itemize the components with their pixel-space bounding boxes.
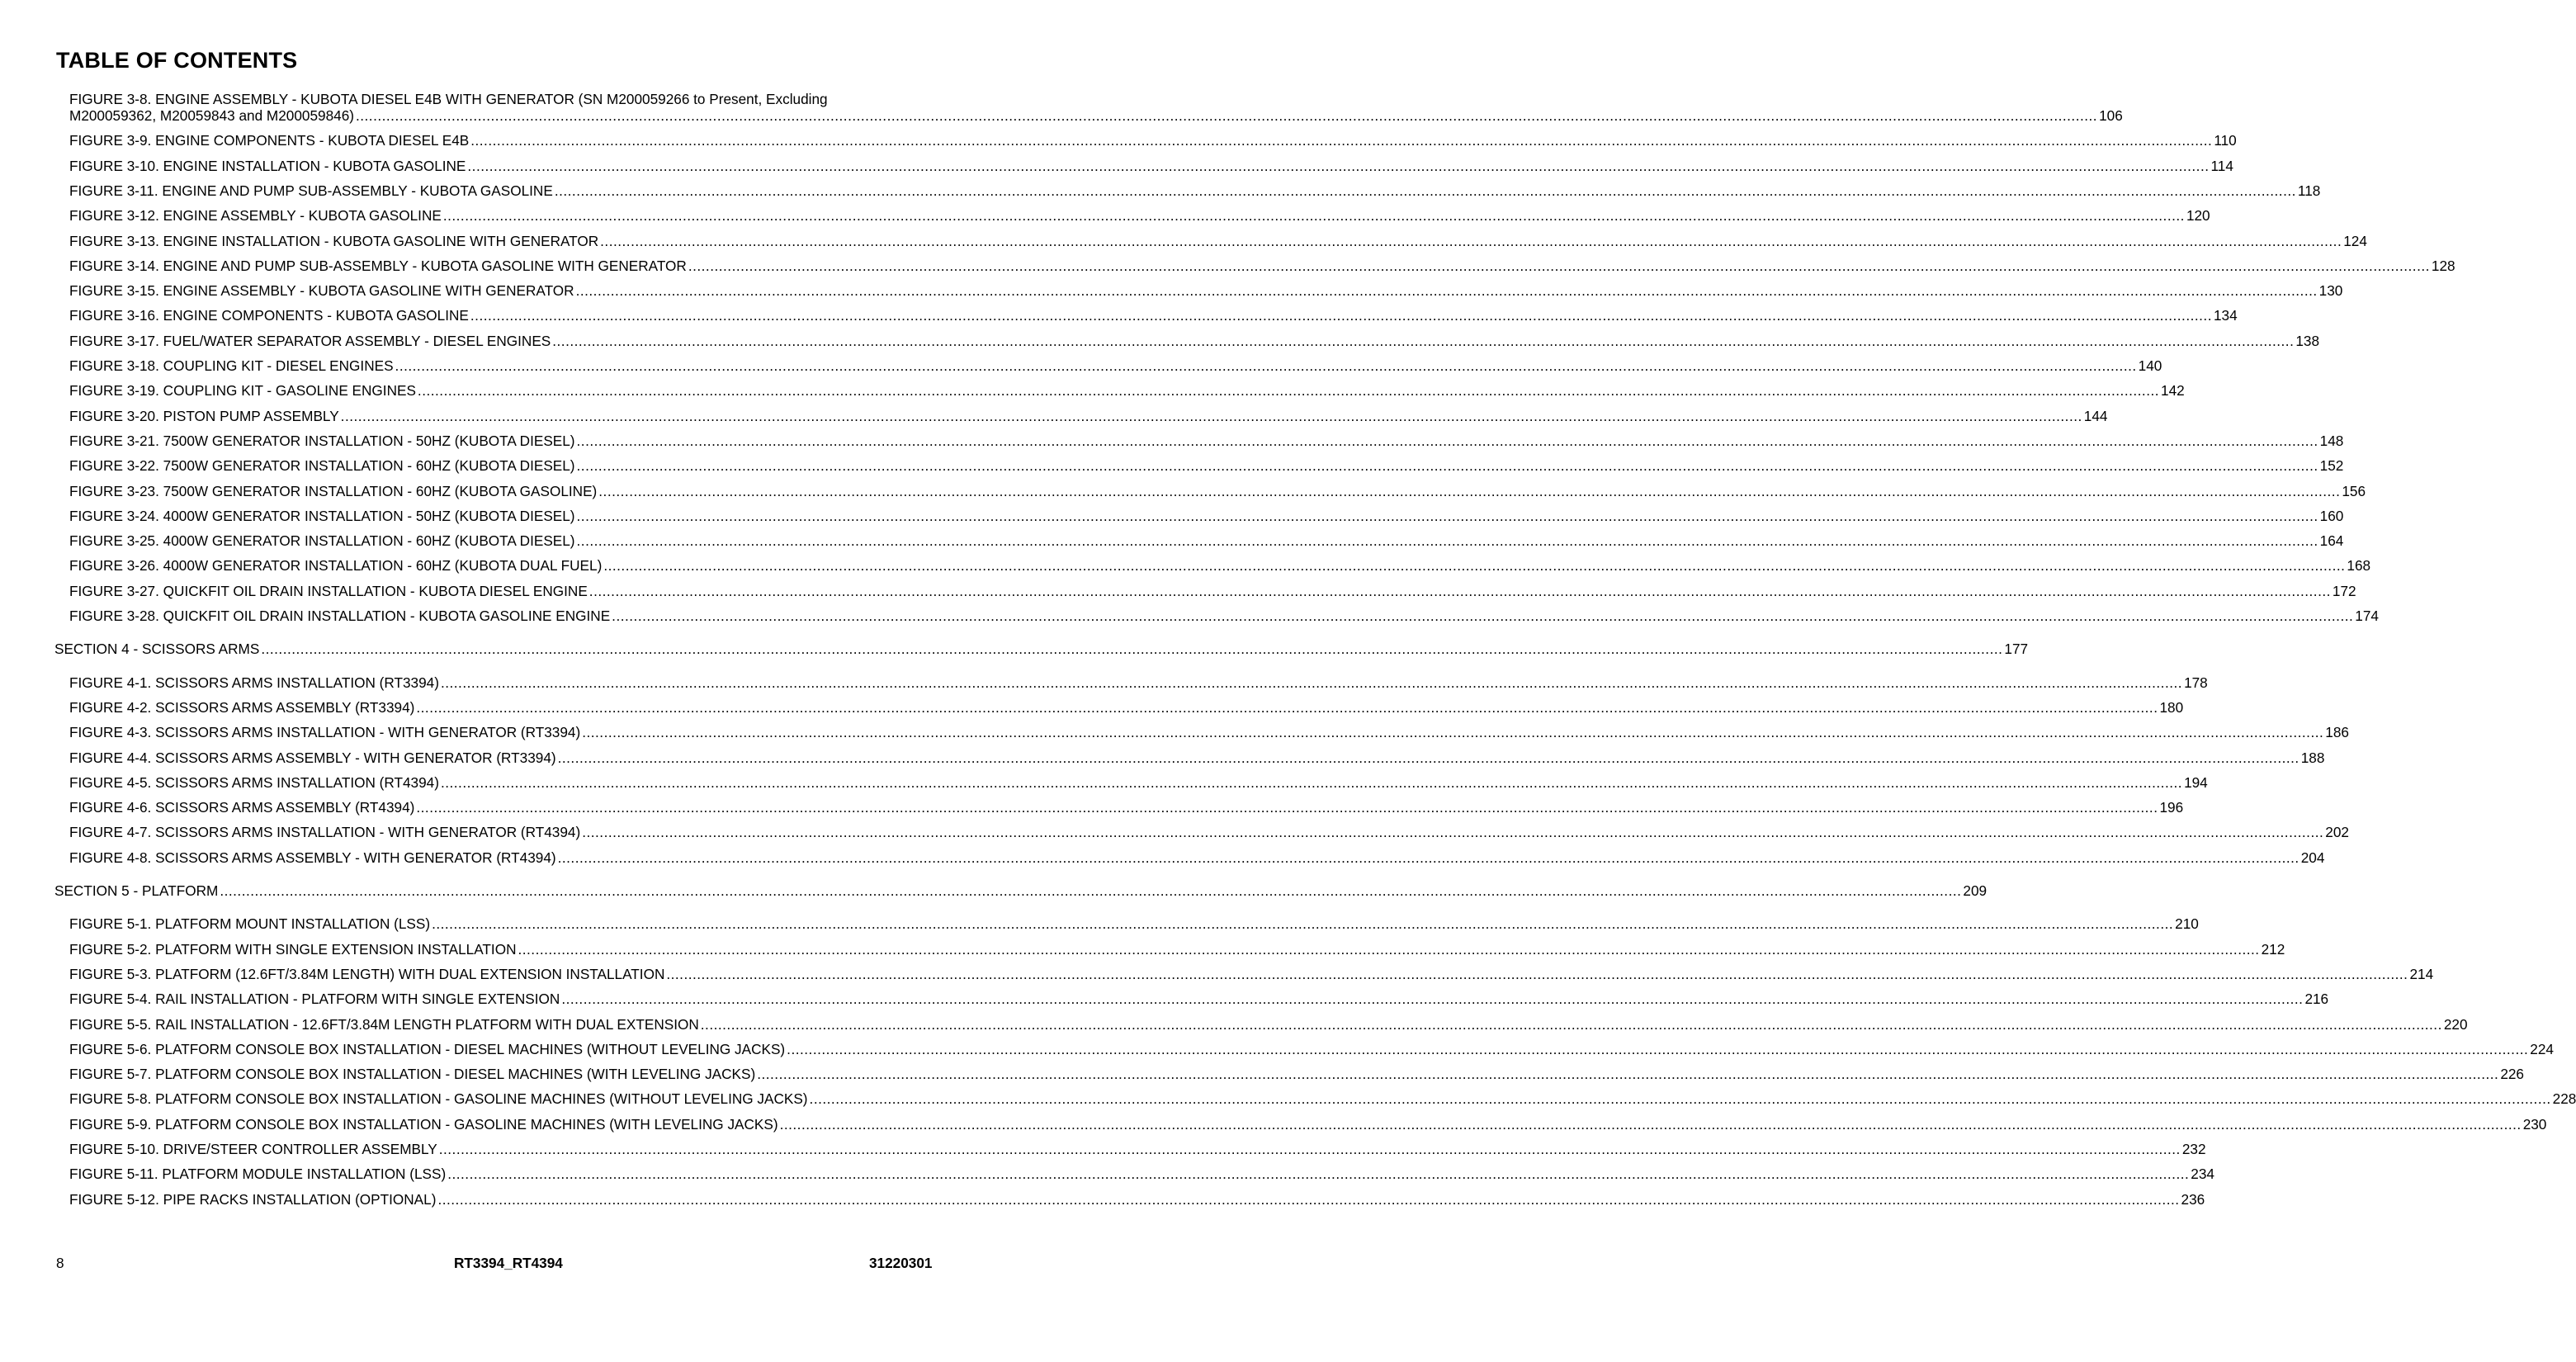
toc-dot-leader: ................................................................................................................................................................................................................................................................................................................................................................................................................: [612, 608, 2354, 624]
footer-page-number: 8: [56, 1255, 64, 1271]
toc-entry-page-number: 194: [2184, 773, 2208, 791]
toc-entry-title: FIGURE 3-28. QUICKFIT OIL DRAIN INSTALLATION - KUBOTA GASOLINE ENGINE: [69, 608, 611, 624]
toc-entry-page-number: 114: [2210, 157, 2233, 174]
toc-entry-title: FIGURE 5-12. PIPE RACKS INSTALLATION (OPTIONAL): [69, 1190, 437, 1208]
toc-entry-page-number: 224: [2530, 1040, 2554, 1057]
toc-entry-title: FIGURE 5-1. PLATFORM MOUNT INSTALLATION (LSS): [69, 915, 431, 933]
toc-entry-title: FIGURE 3-13. ENGINE INSTALLATION - KUBOTA GASOLINE WITH GENERATOR: [69, 232, 599, 249]
toc-entry-page-number: 220: [2443, 1015, 2468, 1033]
toc-entry-title: FIGURE 3-15. ENGINE ASSEMBLY - KUBOTA GASOLINE WITH GENERATOR: [69, 282, 574, 300]
toc-dot-leader: ................................................................................................................................................................................................................................................................................................................................................................................................................: [809, 1090, 2551, 1108]
toc-entry-title: SECTION 4 - SCISSORS ARMS: [54, 641, 260, 658]
toc-dot-leader: ................................................................................................................................................................................................................................................................................................................................................................................................................: [395, 357, 2137, 374]
toc-entry-title: FIGURE 5-8. PLATFORM CONSOLE BOX INSTALLATION - GASOLINE MACHINES (WITHOUT LEVELING JACKS): [69, 1090, 808, 1108]
toc-entry-title: FIGURE 4-1. SCISSORS ARMS INSTALLATION (RT3394): [69, 674, 439, 691]
toc-entry-page-number: 174: [2355, 608, 2379, 624]
toc-entry-page-number: 188: [2300, 749, 2325, 766]
toc-entry-title: FIGURE 3-14. ENGINE AND PUMP SUB-ASSEMBLY - KUBOTA GASOLINE WITH GENERATOR: [69, 257, 687, 274]
toc-entry-title: FIGURE 5-4. RAIL INSTALLATION - PLATFORM WITH SINGLE EXTENSION: [69, 991, 560, 1008]
toc-entry-page-number: 106: [2099, 107, 2123, 124]
toc-entry-page-number: 172: [2332, 582, 2356, 599]
toc-entry-title: FIGURE 3-17. FUEL/WATER SEPARATOR ASSEMBLY - DIESEL ENGINES: [69, 332, 551, 349]
toc-dot-leader: ................................................................................................................................................................................................................................................................................................................................................................................................................: [447, 1166, 2190, 1183]
toc-entry-title: FIGURE 3-19. COUPLING KIT - GASOLINE ENGINES: [69, 382, 416, 400]
toc-entry-page-number: 177: [2004, 641, 2029, 658]
toc-entry-title: FIGURE 5-10. DRIVE/STEER CONTROLLER ASSEMBLY: [69, 1141, 437, 1157]
toc-dot-leader: ................................................................................................................................................................................................................................................................................................................................................................................................................: [557, 749, 2299, 766]
toc-entry-page-number: 202: [2325, 824, 2349, 841]
toc-dot-leader: ................................................................................................................................................................................................................................................................................................................................................................................................................: [440, 773, 2183, 791]
toc-dot-leader: ................................................................................................................................................................................................................................................................................................................................................................................................................: [442, 207, 2185, 225]
toc-entry-title: FIGURE 4-8. SCISSORS ARMS ASSEMBLY - WITH GENERATOR (RT4394): [69, 849, 556, 866]
toc-entry-title: FIGURE 3-12. ENGINE ASSEMBLY - KUBOTA GASOLINE: [69, 207, 442, 225]
toc-dot-leader: ................................................................................................................................................................................................................................................................................................................................................................................................................: [438, 1141, 2181, 1157]
toc-dot-leader: ................................................................................................................................................................................................................................................................................................................................................................................................................: [355, 107, 2098, 124]
toc-entry-title: FIGURE 5-3. PLATFORM (12.6FT/3.84M LENGTH) WITH DUAL EXTENSION INSTALLATION: [69, 965, 665, 982]
toc-entry-title: FIGURE 3-8. ENGINE ASSEMBLY - KUBOTA DIESEL E4B WITH GENERATOR (SN M200059266 to Present, Excluding: [69, 91, 828, 107]
toc-entry-page-number: 209: [1963, 882, 1988, 899]
toc-dot-leader: ................................................................................................................................................................................................................................................................................................................................................................................................................: [787, 1040, 2529, 1057]
footer-model: RT3394_RT4394: [454, 1255, 563, 1271]
toc-dot-leader: ................................................................................................................................................................................................................................................................................................................................................................................................................: [576, 507, 2318, 524]
toc-dot-leader: ................................................................................................................................................................................................................................................................................................................................................................................................................: [557, 849, 2299, 866]
toc-entry-title: FIGURE 5-9. PLATFORM CONSOLE BOX INSTALLATION - GASOLINE MACHINES (WITH LEVELING JACKS): [69, 1115, 778, 1133]
toc-entry-title: FIGURE 5-2. PLATFORM WITH SINGLE EXTENSION INSTALLATION: [69, 940, 517, 958]
toc-dot-leader: ................................................................................................................................................................................................................................................................................................................................................................................................................: [598, 482, 2341, 499]
toc-entry-page-number: 118: [2297, 182, 2321, 199]
toc-dot-leader: ................................................................................................................................................................................................................................................................................................................................................................................................................: [440, 674, 2183, 691]
toc-dot-leader: ................................................................................................................................................................................................................................................................................................................................................................................................................: [575, 282, 2318, 300]
toc-entry-title: FIGURE 4-6. SCISSORS ARMS ASSEMBLY (RT4394): [69, 799, 415, 816]
toc-dot-leader: ................................................................................................................................................................................................................................................................................................................................................................................................................: [588, 582, 2331, 599]
toc-entry-title: FIGURE 3-20. PISTON PUMP ASSEMBLY: [69, 407, 339, 424]
toc-entry-page-number: 160: [2319, 507, 2344, 524]
toc-entry-title: FIGURE 4-3. SCISSORS ARMS INSTALLATION - WITH GENERATOR (RT3394): [69, 724, 581, 741]
toc-entry-page-number: 180: [2159, 698, 2184, 716]
toc-dot-leader: ................................................................................................................................................................................................................................................................................................................................................................................................................: [432, 915, 2174, 933]
toc-entry-title: FIGURE 4-4. SCISSORS ARMS ASSEMBLY - WITH GENERATOR (RT3394): [69, 749, 556, 766]
toc-entry-page-number: 140: [2138, 357, 2162, 374]
toc-entry-page-number: 216: [2304, 991, 2329, 1008]
toc-dot-leader: ................................................................................................................................................................................................................................................................................................................................................................................................................: [603, 557, 2346, 575]
toc-entry-title: FIGURE 3-9. ENGINE COMPONENTS - KUBOTA DIESEL E4B: [69, 132, 470, 149]
toc-entry-title: FIGURE 3-26. 4000W GENERATOR INSTALLATION - 60HZ (KUBOTA DUAL FUEL): [69, 557, 603, 575]
toc-entry-page-number: 230: [2522, 1115, 2547, 1133]
toc-entry-title: FIGURE 4-7. SCISSORS ARMS INSTALLATION - WITH GENERATOR (RT4394): [69, 824, 581, 841]
toc-entry-page-number: 232: [2181, 1141, 2206, 1157]
toc-entry-page-number: 138: [2295, 332, 2320, 349]
toc-entry-title: FIGURE 3-18. COUPLING KIT - DIESEL ENGINES: [69, 357, 394, 374]
toc-dot-leader: ................................................................................................................................................................................................................................................................................................................................................................................................................: [518, 940, 2260, 958]
toc-entry-title: FIGURE 3-27. QUICKFIT OIL DRAIN INSTALLATION - KUBOTA DIESEL ENGINE: [69, 582, 588, 599]
toc-entry-page-number: 110: [2214, 132, 2237, 149]
toc-entry-page-number: 120: [2186, 207, 2210, 225]
toc-dot-leader: ................................................................................................................................................................................................................................................................................................................................................................................................................: [582, 724, 2324, 741]
toc-dot-leader: ................................................................................................................................................................................................................................................................................................................................................................................................................: [340, 407, 2082, 424]
toc-entry-title: FIGURE 3-21. 7500W GENERATOR INSTALLATION - 50HZ (KUBOTA DIESEL): [69, 432, 575, 449]
toc-dot-leader: ................................................................................................................................................................................................................................................................................................................................................................................................................: [757, 1066, 2499, 1083]
toc-entry-page-number: 152: [2319, 457, 2344, 475]
toc-entry-page-number: 124: [2343, 232, 2367, 249]
toc-entry-title: FIGURE 4-2. SCISSORS ARMS ASSEMBLY (RT3394): [69, 698, 415, 716]
toc-dot-leader: ................................................................................................................................................................................................................................................................................................................................................................................................................: [666, 965, 2408, 982]
toc-entry-title: FIGURE 5-5. RAIL INSTALLATION - 12.6FT/3.84M LENGTH PLATFORM WITH DUAL EXTENSION: [69, 1015, 699, 1033]
toc-entry-page-number: 226: [2500, 1066, 2524, 1083]
toc-dot-leader: ................................................................................................................................................................................................................................................................................................................................................................................................................: [688, 257, 2430, 274]
toc-entry-title: FIGURE 5-7. PLATFORM CONSOLE BOX INSTALLATION - DIESEL MACHINES (WITH LEVELING JACKS): [69, 1066, 756, 1083]
toc-dot-leader: ................................................................................................................................................................................................................................................................................................................................................................................................................: [700, 1015, 2442, 1033]
toc-entry-title: FIGURE 3-24. 4000W GENERATOR INSTALLATION - 50HZ (KUBOTA DIESEL): [69, 507, 575, 524]
toc-entry-page-number: 130: [2318, 282, 2343, 300]
toc-dot-leader: ................................................................................................................................................................................................................................................................................................................................................................................................................: [582, 824, 2324, 841]
toc-entry-title: FIGURE 3-11. ENGINE AND PUMP SUB-ASSEMBLY - KUBOTA GASOLINE: [69, 182, 553, 199]
toc-dot-leader: ................................................................................................................................................................................................................................................................................................................................................................................................................: [416, 698, 2158, 716]
page-title: TABLE OF CONTENTS: [56, 48, 298, 73]
toc-entry-title: FIGURE 5-11. PLATFORM MODULE INSTALLATION (LSS): [69, 1166, 447, 1183]
toc-entry-page-number: 134: [2214, 307, 2238, 324]
toc-entry-title: FIGURE 5-6. PLATFORM CONSOLE BOX INSTALLATION - DIESEL MACHINES (WITHOUT LEVELING JACKS): [69, 1040, 786, 1057]
toc-dot-leader: ................................................................................................................................................................................................................................................................................................................................................................................................................: [261, 641, 2003, 658]
toc-entry-title: FIGURE 4-5. SCISSORS ARMS INSTALLATION (RT4394): [69, 773, 439, 791]
toc-dot-leader: ................................................................................................................................................................................................................................................................................................................................................................................................................: [561, 991, 2304, 1008]
toc-dot-leader: ................................................................................................................................................................................................................................................................................................................................................................................................................: [576, 457, 2318, 475]
toc-entry-page-number: 204: [2300, 849, 2325, 866]
footer-doc-number: 31220301: [869, 1255, 933, 1271]
toc-entry-title: FIGURE 3-10. ENGINE INSTALLATION - KUBOTA GASOLINE: [69, 157, 466, 174]
toc-dot-leader: ................................................................................................................................................................................................................................................................................................................................................................................................................: [552, 332, 2295, 349]
toc-entry-title: FIGURE 3-25. 4000W GENERATOR INSTALLATION - 60HZ (KUBOTA DIESEL): [69, 532, 575, 550]
toc-entry-page-number: 186: [2325, 724, 2349, 741]
toc-entry-page-number: 142: [2161, 382, 2185, 400]
toc-entry-page-number: 210: [2175, 915, 2199, 933]
toc-dot-leader: ................................................................................................................................................................................................................................................................................................................................................................................................................: [576, 432, 2318, 449]
toc-dot-leader: ................................................................................................................................................................................................................................................................................................................................................................................................................: [470, 132, 2213, 149]
toc-entry-page-number: 128: [2431, 257, 2455, 274]
toc-dot-leader: ................................................................................................................................................................................................................................................................................................................................................................................................................: [779, 1115, 2522, 1133]
toc-entry-page-number: 234: [2191, 1166, 2214, 1183]
toc-entry-page-number: 212: [2261, 940, 2285, 958]
toc-dot-leader: ................................................................................................................................................................................................................................................................................................................................................................................................................: [576, 532, 2318, 550]
toc-entry-title-continued: M200059362, M20059843 and M200059846): [69, 107, 354, 124]
toc-dot-leader: ................................................................................................................................................................................................................................................................................................................................................................................................................: [554, 182, 2296, 199]
toc-entry-page-number: 228: [2552, 1090, 2576, 1108]
toc-entry-title: FIGURE 3-23. 7500W GENERATOR INSTALLATION - 60HZ (KUBOTA GASOLINE): [69, 482, 598, 499]
toc-entry-page-number: 168: [2347, 557, 2371, 575]
toc-dot-leader: ................................................................................................................................................................................................................................................................................................................................................................................................................: [417, 382, 2160, 400]
toc-entry-title: SECTION 5 - PLATFORM: [54, 882, 219, 899]
toc-entry-page-number: 214: [2409, 965, 2434, 982]
toc-dot-leader: ................................................................................................................................................................................................................................................................................................................................................................................................................: [470, 307, 2212, 324]
toc-entry-page-number: 196: [2159, 799, 2184, 816]
toc-entry-title: FIGURE 3-16. ENGINE COMPONENTS - KUBOTA GASOLINE: [69, 307, 469, 324]
toc-entry-page-number: 164: [2319, 532, 2344, 550]
toc-entry-page-number: 148: [2319, 432, 2344, 449]
toc-dot-leader: ................................................................................................................................................................................................................................................................................................................................................................................................................: [437, 1190, 2180, 1208]
toc-dot-leader: ................................................................................................................................................................................................................................................................................................................................................................................................................: [467, 157, 2210, 174]
toc-entry-page-number: 156: [2342, 482, 2366, 499]
toc-entry-title: FIGURE 3-22. 7500W GENERATOR INSTALLATION - 60HZ (KUBOTA DIESEL): [69, 457, 575, 475]
toc-dot-leader: ................................................................................................................................................................................................................................................................................................................................................................................................................: [416, 799, 2158, 816]
toc-dot-leader: ................................................................................................................................................................................................................................................................................................................................................................................................................: [600, 232, 2342, 249]
toc-entry-page-number: 144: [2083, 407, 2108, 424]
toc-dot-leader: ................................................................................................................................................................................................................................................................................................................................................................................................................: [220, 882, 1962, 899]
toc-entry-page-number: 236: [2181, 1190, 2205, 1208]
toc-entry-page-number: 178: [2184, 674, 2208, 691]
